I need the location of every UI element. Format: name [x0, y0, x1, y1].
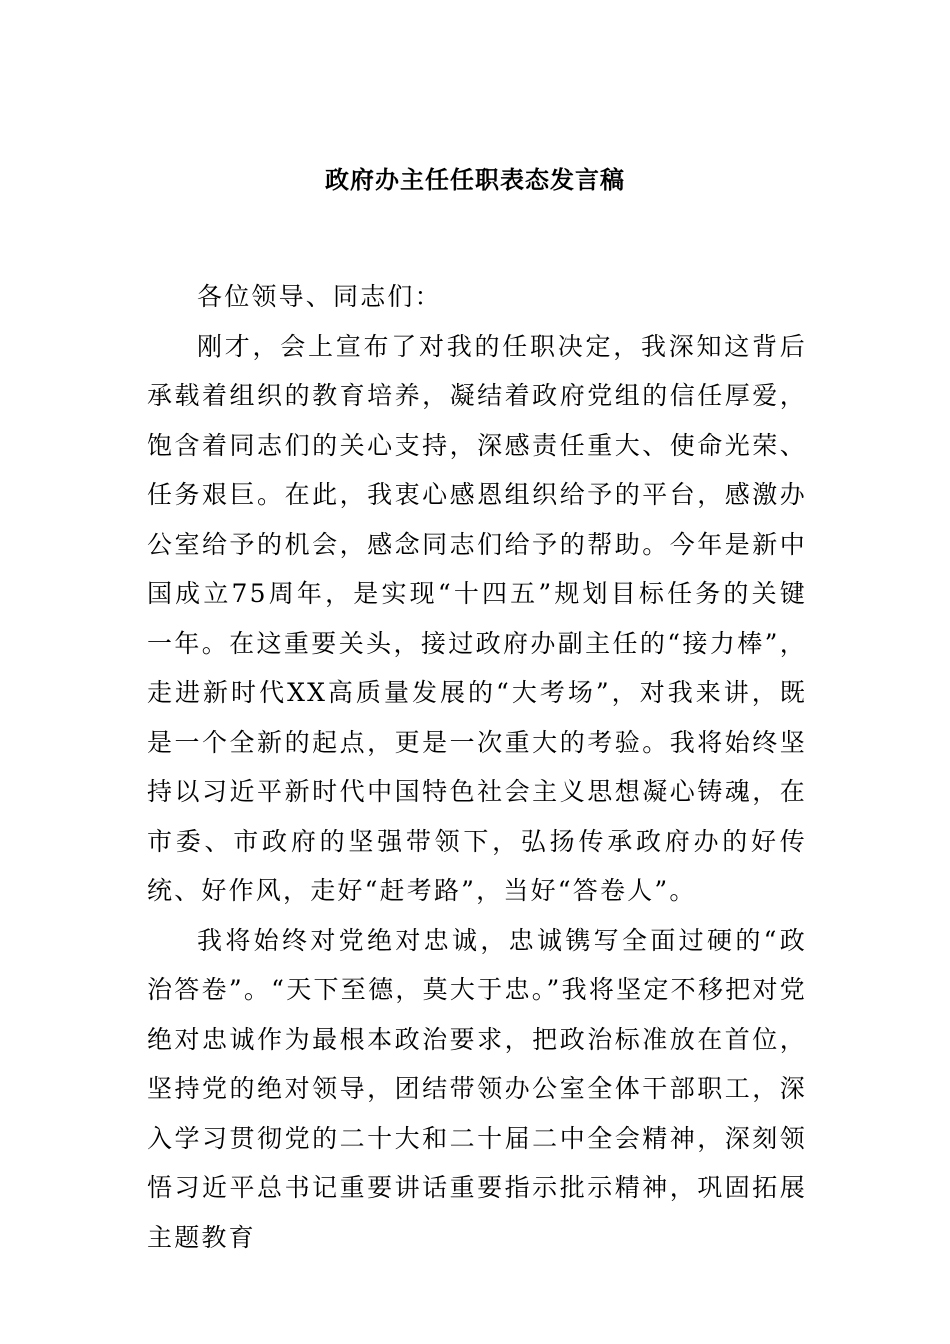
document-title: 政府办主任任职表态发言稿 — [325, 165, 625, 194]
paragraph-2: 我将始终对党绝对忠诚，忠诚镌写全面过硬的“政治答卷”。“天下至德，莫大于忠。”我将坚定不移把对党绝对忠诚作为最根本政治要求，把政治标准放在首位，坚持党的绝对领导，团结带领办公室全体干部职工，深入学习贯彻党的二十大和二十届二中全会精神，深刻领悟习近平总书记重要讲话重要指示批示精神，巩固拓展主题教育 — [147, 925, 807, 1252]
salutation: 各位领导、同志们： — [197, 282, 442, 311]
document-body — [147, 272, 807, 1262]
paragraph-1: 刚才，会上宣布了对我的任职决定，我深知这背后承载着组织的教育培养，凝结着政府党组的信任厚爱，饱含着同志们的关心支持，深感责任重大、使命光荣、任务艰巨。在此，我衷心感恩组织给予的平台，感激办公室给予的机会，感念同志们给予的帮助。今年是新中国成立75周年，是实现“十四五”规划目标任务的关键一年。在这重要关头，接过政府办副主任的“接力棒”，走进新时代XX高质量发展的“大考场”，对我来讲，既是一个全新的起点，更是一次重大的考验。我将始终坚持以习近平新时代中国特色社会主义思想凝心铸魂，在市委、市政府的坚强带领下，弘扬传承政府办的好传统、好作风，走好“赶考路”，当好“答卷人”。 — [147, 331, 807, 905]
